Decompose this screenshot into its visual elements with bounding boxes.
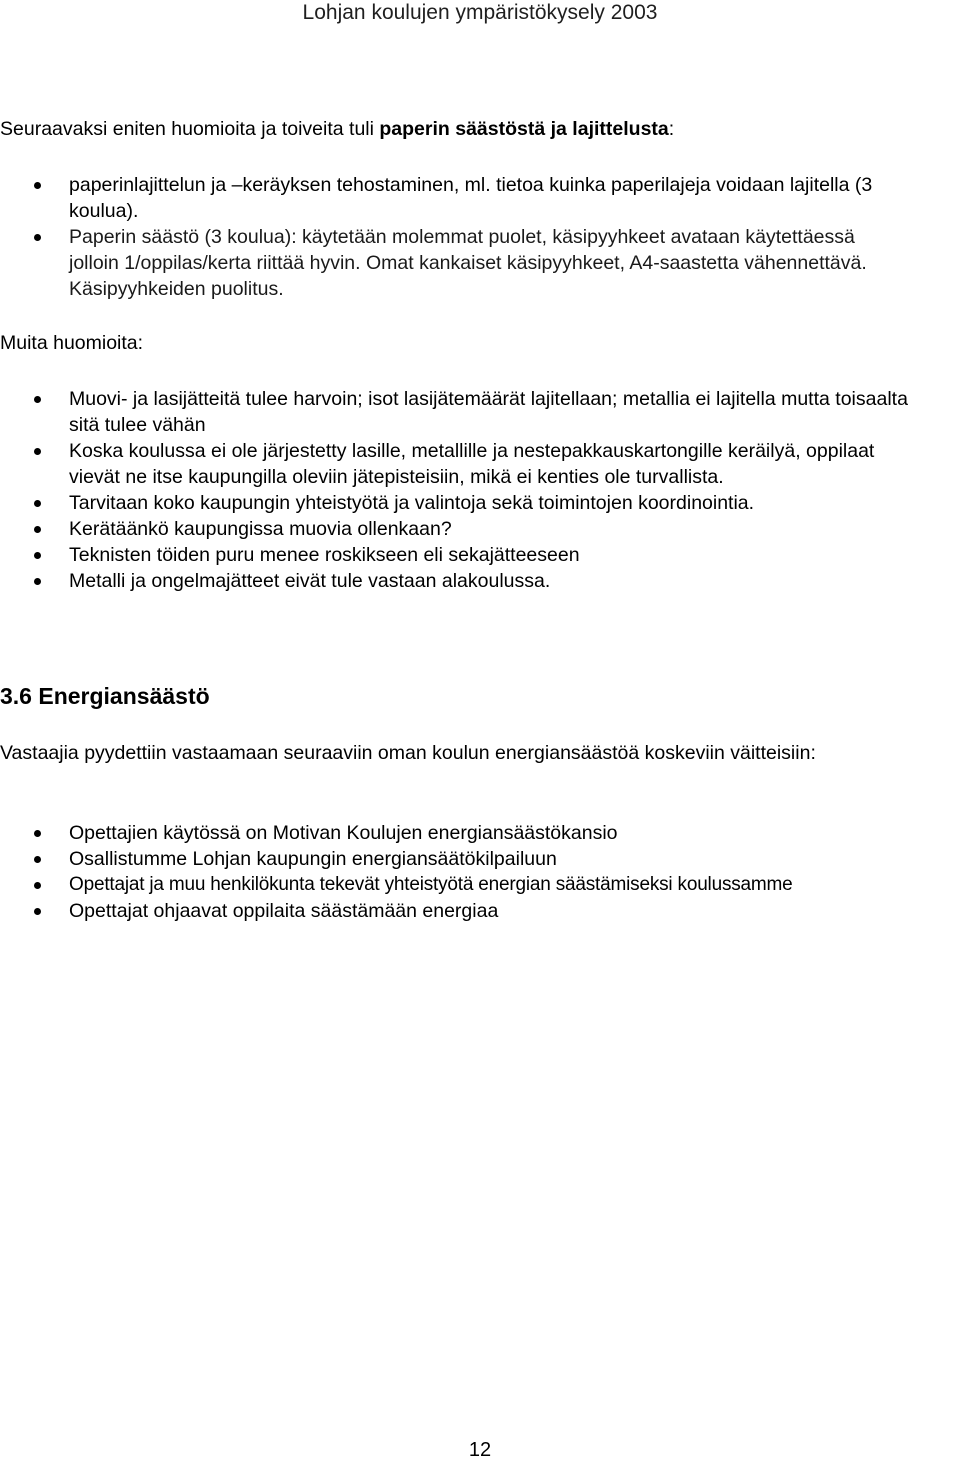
other-notes-list	[0, 386, 960, 594]
bullet-icon	[34, 234, 41, 241]
other-notes-heading: Muita huomioita:	[0, 332, 144, 354]
bullet-icon	[34, 578, 41, 585]
bullet-icon	[34, 396, 41, 403]
bullet-icon	[34, 500, 41, 507]
intro-text: Seuraavaksi eniten huomioita ja toiveita tuli	[0, 118, 380, 140]
paper-saving-list	[0, 172, 960, 302]
list-item: Tarvitaan koko kaupungin yhteistyötä ja valintoja sekä toimintojen koordinointia.	[0, 490, 960, 516]
intro-colon: :	[668, 118, 675, 140]
section-heading: 3.6 Energiansäästö	[0, 683, 210, 709]
list-item: Paperin säästö (3 koulua): käytetään molemmat puolet, käsipyyhkeet avataan käytettäessä jolloin 1/oppilas/kerta riittää hyvin. Omat kankaiset käsipyyhkeet, A4-saastetta vähennettävä. Käsipyyhkeiden puolitus.	[0, 224, 960, 302]
bullet-icon	[34, 526, 41, 533]
bullet-icon	[34, 552, 41, 559]
bullet-icon	[34, 448, 41, 455]
list-item: Muovi- ja lasijätteitä tulee harvoin; isot lasijätemäärät lajitellaan; metallia ei lajitella mutta toisaalta sitä tulee vähän	[0, 386, 960, 438]
list-item: Osallistumme Lohjan kaupungin energiansäätökilpailuun	[0, 846, 960, 872]
bullet-icon	[34, 856, 41, 863]
list-item: Opettajien käytössä on Motivan Koulujen energiansäästökansio	[0, 820, 960, 846]
intro-bold-text: paperin säästöstä ja lajittelusta	[379, 118, 669, 140]
running-header: Lohjan koulujen ympäristökysely 2003	[302, 1, 658, 24]
bullet-icon	[34, 882, 41, 889]
list-item: Opettajat ohjaavat oppilaita säästämään energiaa	[0, 898, 960, 924]
bullet-icon	[34, 908, 41, 915]
list-item: Teknisten töiden puru menee roskikseen eli sekajätteeseen	[0, 542, 960, 568]
section-intro: Vastaajia pyydettiin vastaamaan seuraaviin oman koulun energiansäästöä koskeviin väitteisiin:	[0, 742, 816, 764]
energy-list	[0, 820, 960, 924]
list-item: Metalli ja ongelmajätteet eivät tule vastaan alakoulussa.	[0, 568, 960, 594]
list-item: Opettajat ja muu henkilökunta tekevät yhteistyötä energian säästämiseksi koulussamme	[0, 872, 960, 898]
page-number: 12	[468, 1439, 492, 1461]
bullet-icon	[34, 830, 41, 837]
list-item: Koska koulussa ei ole järjestetty lasille, metallille ja nestepakkauskartongille keräilyä, oppilaat vievät ne itse kaupungilla oleviin jätepisteisiin, mikä ei kenties ole turvallista.	[0, 438, 960, 490]
bullet-icon	[34, 182, 41, 189]
list-item: paperinlajittelun ja –keräyksen tehostaminen, ml. tietoa kuinka paperilajeja voidaan lajitella (3 koulua).	[0, 172, 960, 224]
intro-paragraph	[0, 116, 960, 142]
list-item: Kerätäänkö kaupungissa muovia ollenkaan?	[0, 516, 960, 542]
